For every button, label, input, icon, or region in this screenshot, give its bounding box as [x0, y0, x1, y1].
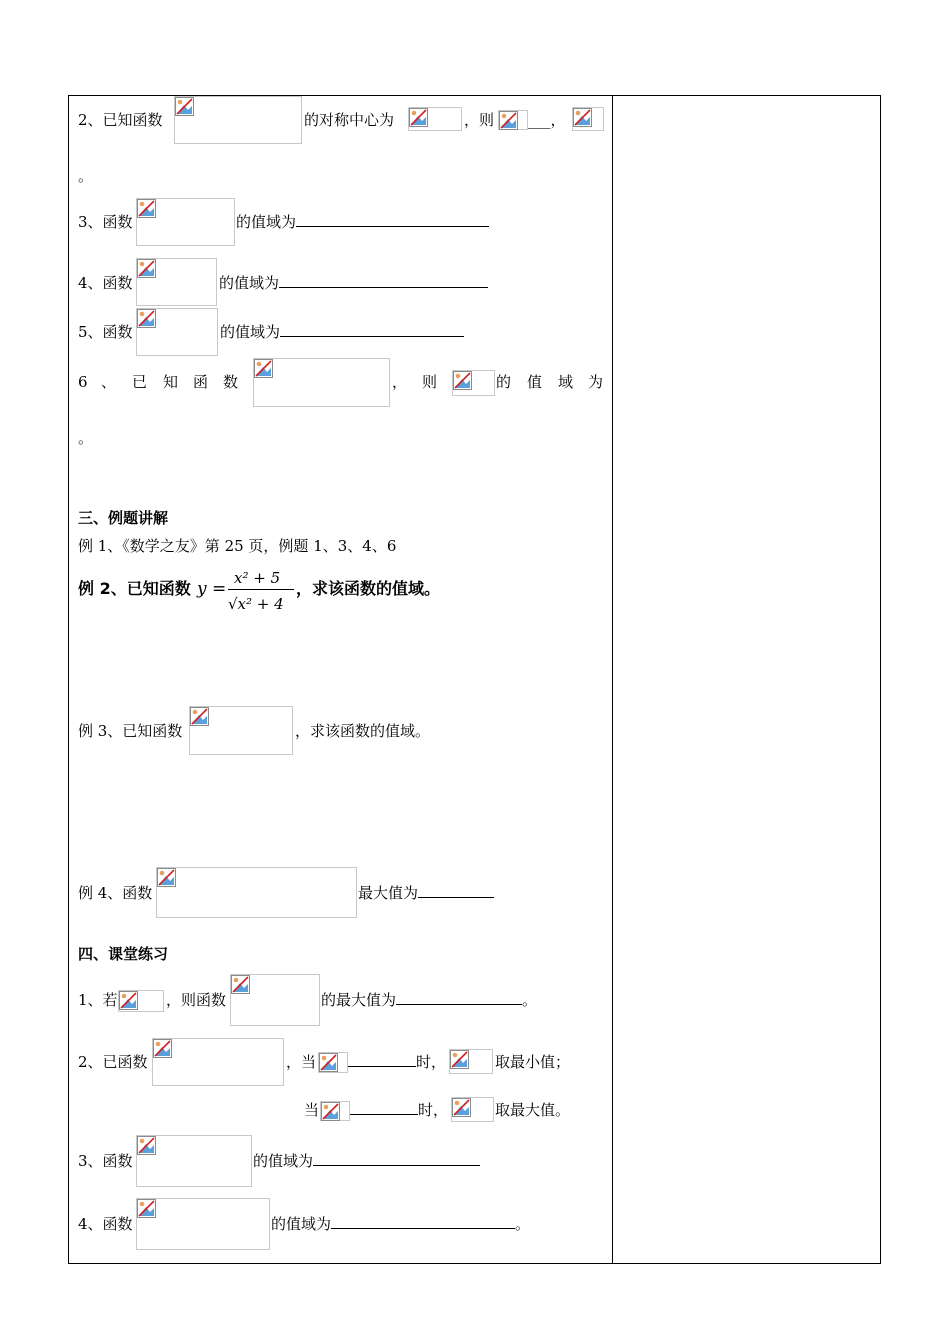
- broken-image-icon: [231, 975, 250, 994]
- q6-word: 6: [78, 373, 88, 391]
- formula-image: [498, 110, 528, 130]
- formula-y: y: [197, 579, 207, 599]
- q4-text: [219, 273, 488, 293]
- formula-image: [189, 706, 293, 755]
- broken-image-icon: [190, 707, 209, 726]
- formula-equals: =: [212, 579, 227, 599]
- answer-blank: [396, 990, 522, 1005]
- broken-image-icon: [319, 1053, 338, 1072]
- q4-label: 4、函数: [78, 274, 133, 292]
- practice-4-text: [271, 1214, 530, 1234]
- example-4-text: [358, 883, 494, 903]
- example-3-label: 例 3、已知函数: [78, 722, 183, 740]
- practice-3-range-label: 的值域为: [253, 1152, 314, 1170]
- example-1: 例 1、《数学之友》第 25 页，例题 1、3、4、6: [78, 537, 397, 555]
- q3-range-label: 的值域为: [236, 213, 297, 231]
- formula-image: [152, 1038, 284, 1086]
- broken-image-icon: [452, 1098, 471, 1117]
- example-2-text: ，求该函数的值域。: [296, 579, 441, 598]
- formula-image: [156, 867, 357, 918]
- formula-image: [118, 990, 164, 1012]
- q2-then: ，则: [464, 111, 495, 129]
- formula-image: [318, 1052, 348, 1073]
- formula-image: [408, 107, 462, 131]
- answer-blank: [313, 1151, 480, 1166]
- q5-range-label: 的值域为: [220, 323, 281, 341]
- practice-1-label: 1、若: [78, 991, 118, 1009]
- section-title: 三、例题讲解: [78, 509, 169, 527]
- practice-2-max: 取最大值。: [495, 1101, 571, 1119]
- answer-blank: [280, 322, 464, 337]
- formula-image: [449, 1049, 493, 1074]
- q2-end: 。: [78, 167, 94, 185]
- formula-image: [572, 107, 604, 131]
- broken-image-icon: [157, 868, 176, 887]
- formula-image: [136, 1198, 270, 1250]
- section-title: 四、课堂练习: [78, 945, 169, 963]
- q6-word: ，: [392, 373, 408, 391]
- broken-image-icon: [321, 1102, 340, 1121]
- q4-range-label: 的值域为: [219, 274, 280, 292]
- practice-2-blank-1: [348, 1052, 446, 1072]
- example-2-label: 例 2、已知函数: [78, 579, 191, 598]
- answer-blank: [296, 212, 489, 227]
- q6-word: 函: [193, 373, 209, 391]
- practice-2-time: 时，: [416, 1053, 447, 1071]
- q6-word: 数: [223, 373, 239, 391]
- practice-4-label: 4、函数: [78, 1215, 133, 1233]
- q5-text: [220, 322, 464, 342]
- q3-text: [236, 212, 489, 232]
- practice-3-label: 3、函数: [78, 1152, 133, 1170]
- broken-image-icon: [137, 199, 156, 218]
- formula-image: [253, 358, 390, 407]
- broken-image-icon: [137, 1199, 156, 1218]
- practice-1-max-label: 的最大值为: [321, 991, 397, 1009]
- answer-blank: [418, 883, 494, 898]
- formula-numerator: x² + 5: [234, 569, 281, 587]
- broken-image-icon: [137, 259, 156, 278]
- practice-1-text: ，则函数: [166, 991, 227, 1009]
- column-divider: [612, 95, 613, 1264]
- formula-image: [136, 198, 235, 246]
- q6-end: 。: [78, 429, 94, 447]
- q6-word: 、: [101, 373, 117, 391]
- practice-4-range-label: 的值域为: [271, 1215, 332, 1233]
- broken-image-icon: [453, 371, 472, 390]
- practice-2-when-2: 当: [304, 1101, 320, 1119]
- answer-blank: [348, 1052, 416, 1067]
- q6-word: 已: [132, 373, 148, 391]
- broken-image-icon: [254, 359, 273, 378]
- broken-image-icon: [573, 108, 592, 127]
- fraction-bar: [228, 589, 294, 590]
- q6-word: 域: [558, 373, 574, 391]
- example-3-text: ，求该函数的值域。: [295, 722, 431, 740]
- formula-image: [320, 1101, 350, 1121]
- broken-image-icon: [137, 1136, 156, 1155]
- broken-image-icon: [409, 108, 428, 127]
- q5-label: 5、函数: [78, 323, 133, 341]
- answer-blank: [350, 1100, 418, 1115]
- example-4-max-label: 最大值为: [358, 884, 419, 902]
- q6-word: 值: [527, 373, 543, 391]
- formula-image: [230, 974, 320, 1026]
- practice-2-time-2: 时，: [418, 1101, 449, 1119]
- q2-blank: ___，: [528, 111, 566, 129]
- answer-blank: [331, 1214, 515, 1229]
- formula-image: [136, 258, 217, 306]
- broken-image-icon: [119, 991, 138, 1010]
- formula-image: [174, 96, 302, 144]
- broken-image-icon: [137, 309, 156, 328]
- formula-denominator: √x² + 4: [228, 595, 284, 613]
- formula-image: [136, 1135, 252, 1187]
- practice-1-max: [321, 990, 537, 1010]
- q3-label: 3、函数: [78, 213, 133, 231]
- q6-word: 为: [588, 373, 604, 391]
- broken-image-icon: [175, 97, 194, 116]
- q6-word: 的: [496, 373, 512, 391]
- formula-image: [451, 1097, 494, 1122]
- answer-blank: [279, 273, 488, 288]
- practice-2-when: ，当: [286, 1053, 317, 1071]
- practice-3-text: [253, 1151, 480, 1171]
- practice-2-label: 2、已函数: [78, 1053, 148, 1071]
- broken-image-icon: [499, 111, 518, 130]
- q2-text: 的对称中心为: [304, 111, 395, 129]
- formula-image: [136, 308, 218, 356]
- q6-word: 知: [163, 373, 179, 391]
- practice-2-min: 取最小值；: [495, 1053, 571, 1071]
- practice-4-end: 。: [515, 1215, 531, 1233]
- practice-1-end: 。: [522, 991, 538, 1009]
- q2-label: 2、已知函数: [78, 111, 163, 129]
- q6-word: 则: [422, 373, 438, 391]
- broken-image-icon: [153, 1039, 172, 1058]
- broken-image-icon: [450, 1050, 469, 1069]
- example-4-label: 例 4、函数: [78, 884, 153, 902]
- practice-2-blank-2: [350, 1100, 448, 1120]
- formula-image: [452, 370, 495, 396]
